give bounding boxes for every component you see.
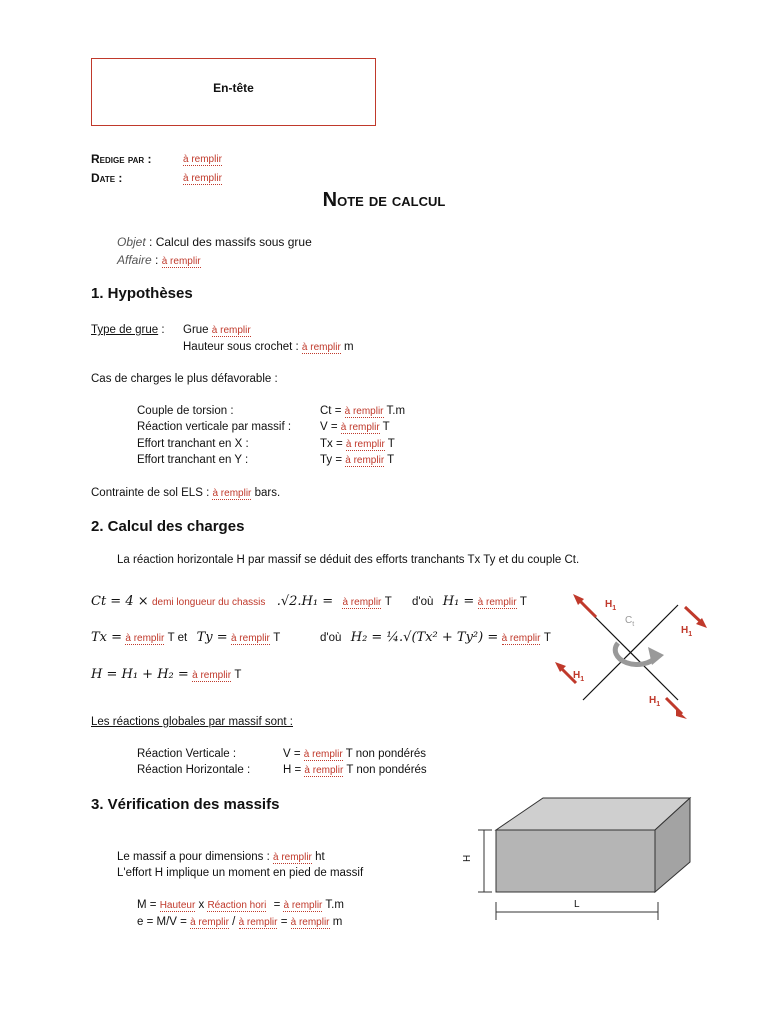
rh-unit: T non pondérés xyxy=(346,764,427,776)
m-times: x xyxy=(198,899,205,911)
hyp-row-equals: = xyxy=(327,421,341,433)
hyp-row-unit: T.m xyxy=(383,405,406,417)
dim-label: Le massif a pour dimensions : xyxy=(117,851,270,863)
hyp-row-sym: Tx xyxy=(320,438,333,450)
hauteur-unit: m xyxy=(344,341,354,353)
e-unit: m xyxy=(332,916,343,928)
hyp-row-sym: V xyxy=(320,421,328,433)
affaire-sep: : xyxy=(155,253,159,267)
reaction-horizontale-line xyxy=(137,764,467,780)
date-label: Date : xyxy=(91,171,123,185)
rh-label: Réaction Horizontale : xyxy=(137,764,251,776)
type-grue-label: Type de grue xyxy=(91,324,159,336)
eq1-lhs: Ct = 4 × xyxy=(91,594,149,609)
hyp-row-value[interactable]: à remplir xyxy=(345,439,385,450)
section-3-title: 3. Vérification des massifs xyxy=(91,796,280,813)
hyp-row-equals: = xyxy=(332,438,346,450)
contrainte-line xyxy=(91,487,280,499)
equation-2b xyxy=(320,630,551,645)
title-rest: ote de calcul xyxy=(337,190,446,210)
redige-value[interactable]: à remplir xyxy=(183,154,222,165)
m-equals: = xyxy=(273,899,281,911)
hyp-row-label: Effort tranchant en Y : xyxy=(137,454,249,466)
e-value[interactable]: à remplir xyxy=(290,917,330,928)
header-box xyxy=(91,58,376,126)
eq2-value-3[interactable]: à remplir xyxy=(501,633,541,644)
hyp-row-label: Couple de torsion : xyxy=(137,405,234,417)
rv-label: Réaction Verticale : xyxy=(137,748,237,760)
dim-unit: ht xyxy=(315,851,325,863)
e-div: / xyxy=(232,916,236,928)
eq2-unit: T xyxy=(273,632,281,644)
diagram-label-h1: $H_1$ xyxy=(605,599,617,612)
eq2-ty: Ty = xyxy=(196,630,228,645)
hyp-row xyxy=(137,438,457,454)
hyp-row-sym: Ty xyxy=(320,454,333,466)
contrainte-unit: bars. xyxy=(254,487,281,499)
hauteur-line xyxy=(183,341,354,353)
hyp-row-eq xyxy=(320,454,394,466)
rv-value[interactable]: à remplir xyxy=(303,749,343,760)
hyp-row-unit: T xyxy=(384,438,395,450)
rh-eq xyxy=(283,764,427,776)
reaction-verticale-line xyxy=(137,748,467,764)
eq3-lhs: H = H₁ + H₂ = xyxy=(91,667,189,682)
e-den[interactable]: à remplir xyxy=(238,917,278,928)
reactions-globales-label: Les réactions globales par massif sont : xyxy=(91,716,293,728)
diagram-label-h1: $H_1$ xyxy=(649,695,661,708)
eq2-value-2[interactable]: à remplir xyxy=(230,633,270,644)
e-num[interactable]: à remplir xyxy=(190,917,229,928)
massif-diagram xyxy=(458,790,698,930)
m-value[interactable]: à remplir xyxy=(283,900,323,911)
equation-1 xyxy=(91,594,392,609)
contrainte-label: Contrainte de sol ELS : xyxy=(91,487,210,499)
hyp-row-equals: = xyxy=(331,405,345,417)
hyp-row xyxy=(137,421,457,437)
section-2-title: 2. Calcul des charges xyxy=(91,518,245,535)
hyp-row-sym: Ct xyxy=(320,405,332,417)
eq1-chassis[interactable]: demi longueur du chassis xyxy=(151,597,266,608)
objet-value: : Calcul des massifs sous grue xyxy=(149,235,312,249)
hauteur-label: Hauteur sous crochet : xyxy=(183,341,299,353)
hyp-row-equals: = xyxy=(332,454,346,466)
grue-line xyxy=(183,324,251,336)
hyp-row-eq xyxy=(320,405,405,417)
eq1-unit: T xyxy=(384,596,392,608)
hyp-row-value[interactable]: à remplir xyxy=(340,422,380,433)
objet-line xyxy=(117,235,312,249)
rh-sym: H = xyxy=(283,764,302,776)
equation-3 xyxy=(91,667,241,682)
affaire-label: Affaire xyxy=(117,253,152,267)
equation-1b xyxy=(412,594,527,609)
objet-label: Objet xyxy=(117,235,146,249)
hyp-row xyxy=(137,405,457,421)
massif-label-h: H xyxy=(462,854,473,862)
header-label: En-tête xyxy=(213,81,254,95)
hyp-row-eq xyxy=(320,421,390,433)
cas-charges-label: Cas de charges le plus défavorable : xyxy=(91,373,278,385)
type-grue-line xyxy=(91,324,165,336)
contrainte-value[interactable]: à remplir xyxy=(212,488,252,499)
m-unit: T.m xyxy=(325,899,344,911)
hyp-row-unit: T xyxy=(384,454,395,466)
rv-unit: T non pondérés xyxy=(345,748,427,760)
section-1-title: 1. Hypothèses xyxy=(91,285,193,302)
eq2-dou: d'où xyxy=(320,632,342,644)
date-value[interactable]: à remplir xyxy=(183,173,222,184)
h1-arrow-icon xyxy=(666,698,682,714)
equation-2 xyxy=(91,630,280,645)
rv-eq xyxy=(283,748,426,760)
diagram-label-ct: $C_t$ xyxy=(625,615,635,628)
moment-text: L'effort H implique un moment en pied de massif xyxy=(117,867,364,879)
dim-value[interactable]: à remplir xyxy=(272,852,312,863)
hyp-row-label: Effort tranchant en X : xyxy=(137,438,249,450)
eq2-value-1[interactable]: à remplir xyxy=(125,633,165,644)
eq3-value[interactable]: à remplir xyxy=(192,670,232,681)
eq1-h1: H₁ = xyxy=(442,594,475,609)
eq2-tx: Tx = xyxy=(91,630,123,645)
e-lhs: e = M/V = xyxy=(137,916,187,928)
hyp-row-label: Réaction verticale par massif : xyxy=(137,421,292,433)
excentricite-equation xyxy=(137,916,342,928)
massif-front-face xyxy=(496,830,655,892)
e-equals: = xyxy=(280,916,288,928)
hauteur-value[interactable]: à remplir xyxy=(301,342,341,353)
rh-value[interactable]: à remplir xyxy=(304,765,344,776)
hyp-row-eq xyxy=(320,438,395,450)
eq2-unit-3: T xyxy=(543,632,551,644)
eq3-unit: T xyxy=(234,669,242,681)
hyp-row-value[interactable]: à remplir xyxy=(344,406,384,417)
diagram-label-h1: $H_1$ xyxy=(573,670,585,683)
affaire-value[interactable]: à remplir xyxy=(161,256,201,267)
eq2-et: T et xyxy=(167,632,188,644)
m-reaction[interactable]: Réaction hori xyxy=(207,900,267,911)
diagram-label-h1: $H_1$ xyxy=(681,625,693,638)
eq1-unit-2: T xyxy=(519,596,527,608)
affaire-line xyxy=(117,253,201,267)
eq1-value[interactable]: à remplir xyxy=(342,597,382,608)
grue-value[interactable]: à remplir xyxy=(211,325,251,336)
eq2-h2: H₂ = ¼.√(Tx² + Ty²) = xyxy=(350,630,499,645)
grue-label: Grue xyxy=(183,324,209,336)
eq1-dou: d'où xyxy=(412,596,434,608)
type-grue-sep: : xyxy=(161,324,165,336)
eq1-root: .√2.H₁ = xyxy=(276,594,334,609)
moment-equation xyxy=(137,899,344,911)
hyp-row-unit: T xyxy=(379,421,390,433)
eq1-value-2[interactable]: à remplir xyxy=(477,597,517,608)
rv-sym: V = xyxy=(283,748,301,760)
m-hauteur[interactable]: Hauteur xyxy=(159,900,196,911)
title-first: N xyxy=(322,189,338,211)
m-lhs: M = xyxy=(137,899,157,911)
dimensions-line xyxy=(117,851,325,863)
hyp-row-value[interactable]: à remplir xyxy=(345,455,385,466)
massif-label-l: L xyxy=(574,899,580,910)
page-title xyxy=(0,189,768,212)
section-2-intro: La réaction horizontale H par massif se déduit des efforts tranchants Tx Ty et du couple Ct. xyxy=(117,554,580,566)
hyp-row xyxy=(137,454,457,470)
force-diagram xyxy=(548,585,718,725)
redige-label: Redige par : xyxy=(91,152,152,166)
